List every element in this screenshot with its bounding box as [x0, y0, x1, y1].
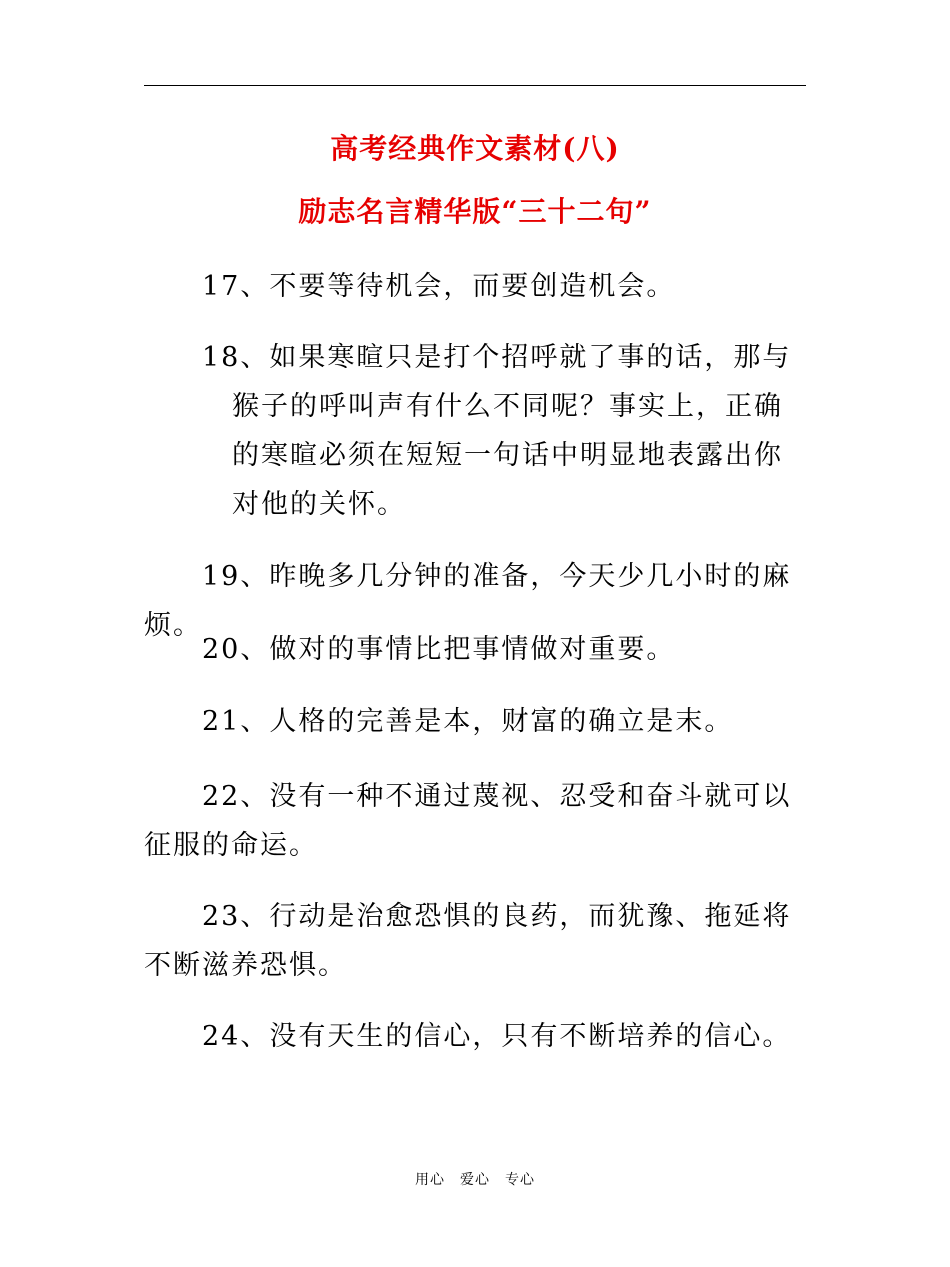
quote-18: 18、如果寒暄只是打个招呼就了事的话，那与猴子的呼叫声有什么不同呢？事实上，正确的寒暄必须在短短一句话中明显地表露出你对他的关怀。: [202, 342, 792, 520]
quote-17: 17、不要等待机会，而要创造机会。: [202, 271, 676, 302]
quote-24: 24、没有天生的信心，只有不断培养的信心。: [202, 1021, 792, 1052]
quote-22: 22、没有一种不通过蔑视、忍受和奋斗就可以征服的命运。: [144, 781, 792, 861]
quote-23: 23、行动是治愈恐惧的良药，而犹豫、拖延将不断滋养恐惧。: [144, 901, 792, 981]
document-title: 高考经典作文素材(八): [330, 132, 620, 165]
document-subtitle: 励志名言精华版“三十二句”: [298, 195, 652, 228]
header-rule: [144, 85, 806, 86]
quote-20: 20、做对的事情比把事情做对重要。: [202, 634, 676, 665]
quote-21: 21、人格的完善是本，财富的确立是末。: [202, 706, 734, 737]
quote-19: 19、昨晚多几分钟的准备，今天少几小时的麻烦。: [144, 561, 792, 641]
page-footer: 用心 爱心 专心: [415, 1172, 535, 1188]
